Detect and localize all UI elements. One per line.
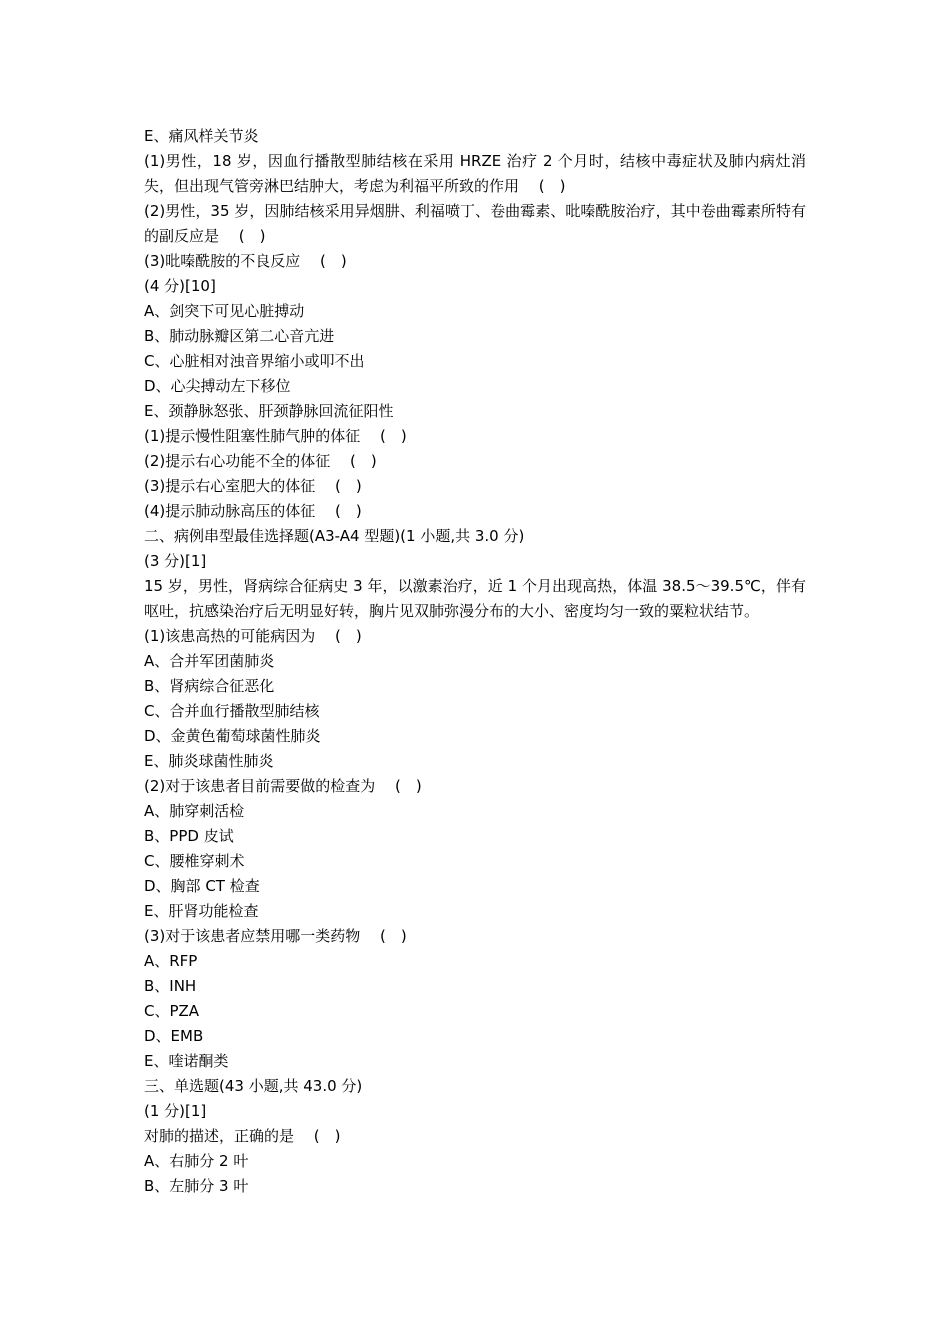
option-e: E、肺炎球菌性肺炎 — [144, 752, 274, 770]
option-b: B、PPD 皮试 — [144, 827, 234, 845]
score-label: (1 分)[1] — [144, 1102, 207, 1120]
score-label: (3 分)[1] — [144, 552, 207, 570]
document-content — [144, 124, 806, 1199]
case-question-2: (2)对于该患者目前需要做的检查为 ( ) — [144, 777, 422, 795]
option-e-gout-arthritis: E、痛风样关节炎 — [144, 127, 259, 145]
question-3-pyrazinamide: (3)吡嗪酰胺的不良反应 ( ) — [144, 252, 347, 270]
section-heading-2: 二、病例串型最佳选择题(A3-A4 型题)(1 小题,共 3.0 分) — [144, 527, 525, 545]
section-heading-3: 三、单选题(43 小题,共 43.0 分) — [144, 1077, 363, 1095]
sub-question-2: (2)提示右心功能不全的体征 ( ) — [144, 452, 377, 470]
single-choice-question: 对肺的描述，正确的是 ( ) — [144, 1127, 341, 1145]
option-b: B、肺动脉瓣区第二心音亢进 — [144, 327, 335, 345]
score-label: (4 分)[10] — [144, 277, 216, 295]
option-a: A、合并军团菌肺炎 — [144, 652, 275, 670]
option-c: C、合并血行播散型肺结核 — [144, 702, 320, 720]
case-question-1: (1)该患高热的可能病因为 ( ) — [144, 627, 362, 645]
option-a: A、RFP — [144, 952, 198, 970]
option-c: C、腰椎穿刺术 — [144, 852, 245, 870]
sub-question-4: (4)提示肺动脉高压的体征 ( ) — [144, 502, 362, 520]
option-b: B、左肺分 3 叶 — [144, 1177, 249, 1195]
question-2-capreomycin: (2)男性，35 岁，因肺结核采用异烟肼、利福喷丁、卷曲霉素、吡嗪酰胺治疗，其中卷曲霉素所特有的副反应是 ( ) — [144, 202, 806, 245]
sub-question-3: (3)提示右心室肥大的体征 ( ) — [144, 477, 362, 495]
sub-question-1: (1)提示慢性阻塞性肺气肿的体征 ( ) — [144, 427, 407, 445]
option-d: D、EMB — [144, 1027, 204, 1045]
option-b: B、肾病综合征恶化 — [144, 677, 275, 695]
option-a: A、剑突下可见心脏搏动 — [144, 302, 305, 320]
option-a: A、右肺分 2 叶 — [144, 1152, 249, 1170]
option-c: C、心脏相对浊音界缩小或叩不出 — [144, 352, 365, 370]
case-question-3: (3)对于该患者应禁用哪一类药物 ( ) — [144, 927, 407, 945]
option-a: A、肺穿刺活检 — [144, 802, 245, 820]
option-d: D、胸部 CT 检查 — [144, 877, 260, 895]
option-e: E、颈静脉怒张、肝颈静脉回流征阳性 — [144, 402, 394, 420]
case-description: 15 岁，男性，肾病综合征病史 3 年，以激素治疗，近 1 个月出现高热，体温 38.5～39.5℃，伴有呕吐，抗感染治疗后无明显好转，胸片见双肺弥漫分布的大小、密度均匀一致的粟粒状结节。 — [144, 577, 806, 620]
option-e: E、肝肾功能检查 — [144, 902, 259, 920]
option-c: C、PZA — [144, 1002, 200, 1020]
option-d: D、金黄色葡萄球菌性肺炎 — [144, 727, 321, 745]
question-1-rifampin: (1)男性，18 岁，因血行播散型肺结核在采用 HRZE 治疗 2 个月时，结核中毒症状及肺内病灶消失，但出现气管旁淋巴结肿大，考虑为利福平所致的作用 ( ) — [144, 152, 806, 195]
option-e: E、喹诺酮类 — [144, 1052, 229, 1070]
option-d: D、心尖搏动左下移位 — [144, 377, 291, 395]
option-b: B、INH — [144, 977, 197, 995]
